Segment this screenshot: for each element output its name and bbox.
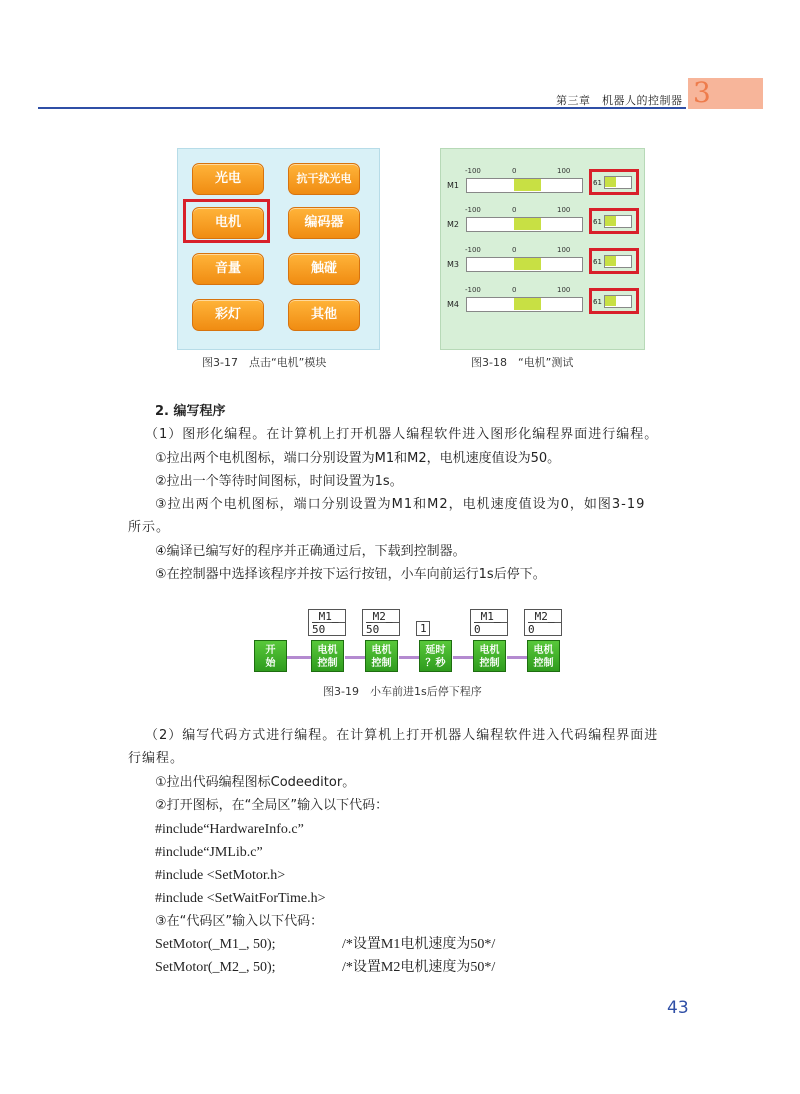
motor-label: M2 <box>447 220 459 229</box>
scale-max: 100 <box>557 167 571 175</box>
figure-3-18-panel <box>440 148 645 350</box>
figure-3-17-caption: 图3-17 点击“电机”模块 <box>202 356 327 369</box>
step-3-line-1: ③拉出两个电机图标，端口分别设置为M1和M2，电机速度值设为0，如图3-19 <box>155 497 646 512</box>
motor-param-box[interactable] <box>308 609 346 636</box>
include-line-3: #include <SetMotor.h> <box>155 868 286 883</box>
button-photoelectric[interactable]: 光电 <box>192 163 264 195</box>
connector <box>507 656 527 659</box>
connector <box>399 656 419 659</box>
scale-min: -100 <box>465 206 481 214</box>
paragraph-code-line-1: （2）编写代码方式进行编程。在计算机上打开机器人编程软件进入代码编程界面进 <box>145 728 659 743</box>
speed-slider-fill <box>514 298 541 310</box>
step-5: ⑤在控制器中选择该程序并按下运行按钮，小车向前运行1s后停下。 <box>155 567 546 582</box>
button-volume[interactable]: 音量 <box>192 253 264 285</box>
motor-param-box[interactable] <box>470 609 508 636</box>
motor-control-block[interactable] <box>311 640 344 672</box>
block-line-2: 控制 <box>533 658 554 669</box>
param-port: _M1_ <box>474 610 507 623</box>
scale-zero: 0 <box>512 246 517 254</box>
block-line-1: 电机 <box>371 645 392 656</box>
connector <box>287 656 311 659</box>
button-motor[interactable]: 电机 <box>192 207 264 239</box>
scale-max: 100 <box>557 246 571 254</box>
scale-zero: 0 <box>512 286 517 294</box>
figure-3-17-panel <box>177 148 380 350</box>
motor-param-box[interactable] <box>524 609 562 636</box>
block-line-1: 开 <box>265 645 276 656</box>
scale-min: -100 <box>465 167 481 175</box>
button-color-light[interactable]: 彩灯 <box>192 299 264 331</box>
param-speed: 50 <box>366 623 380 636</box>
param-port: _M2_ <box>366 610 399 623</box>
chapter-header-text: 第三章 机器人的控制器 <box>556 94 683 107</box>
connector <box>345 656 365 659</box>
code-line-1: SetMotor(_M1_, 50); <box>155 937 276 952</box>
figure-3-18-caption: 图3-18 “电机”测试 <box>471 356 574 369</box>
code-comment-2: /*设置M2电机速度为50*/ <box>342 960 496 975</box>
code-comment-1: /*设置M1电机速度为50*/ <box>342 937 496 952</box>
step-2: ②拉出一个等待时间图标，时间设置为1s。 <box>155 474 403 489</box>
block-line-2: 始 <box>265 658 276 669</box>
paragraph-code-line-2: 行编程。 <box>128 751 185 766</box>
page-number: 43 <box>667 998 689 1018</box>
speed-slider-fill <box>514 258 541 270</box>
motor-control-block[interactable] <box>527 640 560 672</box>
motor-row-m1 <box>441 167 644 207</box>
motor-control-block[interactable] <box>473 640 506 672</box>
start-block[interactable] <box>254 640 287 672</box>
block-line-1: 延时 <box>425 645 446 656</box>
motor-highlight-box <box>183 199 270 243</box>
header-rule <box>38 107 686 109</box>
include-line-2: #include“JMLib.c” <box>155 845 263 860</box>
block-line-2: 控制 <box>371 658 392 669</box>
section-heading: 2. 编写程序 <box>155 404 226 419</box>
connector <box>453 656 473 659</box>
scale-min: -100 <box>465 286 481 294</box>
block-line-2: ？秒 <box>425 658 446 669</box>
speed-value: 61 <box>593 258 602 266</box>
paragraph-graphical: （1）图形化编程。在计算机上打开机器人编程软件进入图形化编程界面进行编程。 <box>145 427 659 442</box>
speed-value: 61 <box>593 298 602 306</box>
param-speed: 50 <box>312 623 326 636</box>
motor-label: M1 <box>447 181 459 190</box>
scale-max: 100 <box>557 206 571 214</box>
motor-label: M4 <box>447 300 459 309</box>
button-anti-interference-photoelectric[interactable]: 抗干扰光电 <box>288 163 360 195</box>
value-bar-fill <box>605 177 616 187</box>
block-line-1: 电机 <box>479 645 500 656</box>
code-line-2: SetMotor(_M2_, 50); <box>155 960 276 975</box>
param-time: 1 <box>420 622 427 635</box>
block-line-1: 电机 <box>533 645 554 656</box>
button-touch[interactable]: 触碰 <box>288 253 360 285</box>
value-bar-fill <box>605 256 616 266</box>
param-port: _M2_ <box>528 610 561 623</box>
speed-slider-fill <box>514 218 541 230</box>
motor-control-block[interactable] <box>365 640 398 672</box>
value-bar-fill <box>605 296 616 306</box>
motor-row-m4 <box>441 286 644 326</box>
delay-block[interactable] <box>419 640 452 672</box>
scale-zero: 0 <box>512 206 517 214</box>
code-step-1: ①拉出代码编程图标Codeeditor。 <box>155 775 356 790</box>
code-step-3: ③在“代码区”输入以下代码： <box>155 914 324 929</box>
include-line-4: #include <SetWaitForTime.h> <box>155 891 326 906</box>
motor-param-box[interactable] <box>362 609 400 636</box>
scale-min: -100 <box>465 246 481 254</box>
scale-max: 100 <box>557 286 571 294</box>
block-line-2: 控制 <box>479 658 500 669</box>
value-bar-fill <box>605 216 616 226</box>
delay-param-box[interactable] <box>416 621 430 636</box>
speed-value: 61 <box>593 179 602 187</box>
speed-value: 61 <box>593 218 602 226</box>
code-step-2: ②打开图标，在“全局区”输入以下代码： <box>155 798 389 813</box>
step-3-line-2: 所示。 <box>128 520 171 535</box>
motor-label: M3 <box>447 260 459 269</box>
speed-slider-fill <box>514 179 541 191</box>
scale-zero: 0 <box>512 167 517 175</box>
param-port: _M1_ <box>312 610 345 623</box>
param-speed: 0 <box>528 623 535 636</box>
block-line-1: 电机 <box>317 645 338 656</box>
figure-3-19-caption: 图3-19 小车前进1s后停下程序 <box>323 685 482 698</box>
param-speed: 0 <box>474 623 481 636</box>
step-4: ④编译已编写好的程序并正确通过后，下载到控制器。 <box>155 544 466 559</box>
button-encoder[interactable]: 编码器 <box>288 207 360 239</box>
chapter-number: 3 <box>693 76 711 109</box>
motor-row-m2 <box>441 206 644 246</box>
step-1: ①拉出两个电机图标，端口分别设置为M1和M2，电机速度值设为50。 <box>155 451 561 466</box>
motor-row-m3 <box>441 246 644 286</box>
button-other[interactable]: 其他 <box>288 299 360 331</box>
include-line-1: #include“HardwareInfo.c” <box>155 822 304 837</box>
block-line-2: 控制 <box>317 658 338 669</box>
